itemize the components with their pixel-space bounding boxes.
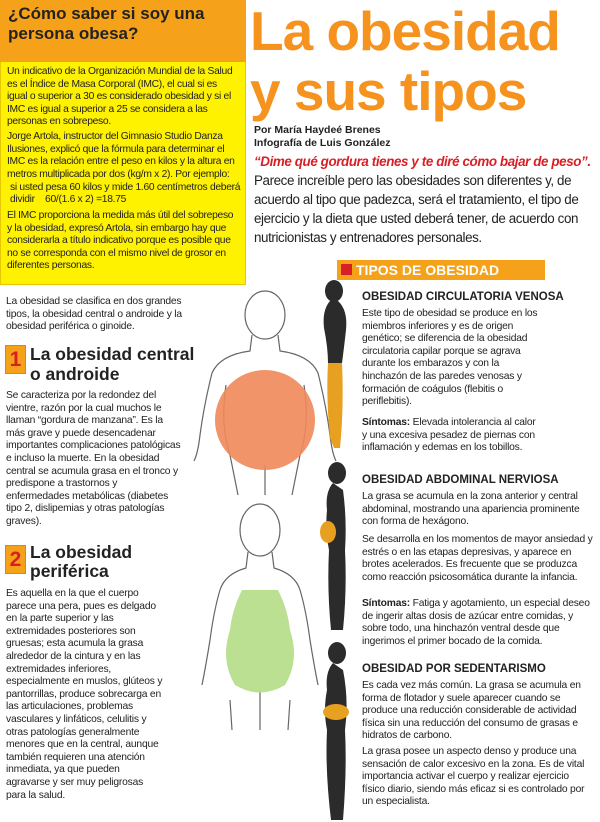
sidebar-example-1: si usted pesa 60 kilos y mide 1.60 centímetros deberá: [10, 182, 241, 193]
main-title-line-2: y sus tipos: [250, 60, 527, 122]
tipos-header-square: [341, 264, 352, 275]
main-title-line-1: La obesidad: [250, 0, 560, 62]
type-2-text: La grasa se acumula en la zona anterior y central abdominal, mostrando una apariencia prominente con forma de hexágono.: [362, 491, 580, 528]
sidebar-title: ¿Cómo saber si soy una persona obesa?: [8, 4, 205, 43]
type-2-symptoms: [362, 598, 594, 648]
section-1-title-line-2: o androide: [30, 364, 120, 384]
section-2-title-line-1: La obesidad: [30, 542, 133, 562]
lead-quote: “Dime qué gordura tienes y te diré cómo bajar de peso”.: [254, 154, 591, 169]
section-2-title-line-2: periférica: [30, 561, 109, 581]
abdominal-fat-highlight: [320, 521, 336, 543]
sidebar-paragraph-1: Un indicativo de la Organización Mundial de la Salud es el Índice de Masa Corporal (IMC), el cual si es igual o superior a 30 es considerado obesidad y si el IMC es igual a superior a 25 se considera a las personas en sobrepeso.: [7, 66, 233, 128]
sidebar-paragraph-3: El IMC proporciona la medida más útil del sobrepeso y la obesidad, expresó Artola, sin embargo hay que considerarla a título indicativo porque es posible que no se corresponda con el mismo nivel de grosor en diferentes personas.: [7, 210, 234, 272]
lead-text: Parece increíble pero las obesidades son diferentes y, de acuerdo al tipo que padezca, será el tratamiento, el tipo de ejercicio y la dieta que usted deberá tener, de acuerdo con nutricionistas y entrenadores personales.: [254, 173, 579, 245]
type-1-symptoms-text: Elevada intolerancia al calor y una excesiva pesadez de piernas con inflamación y edemas en los tobillos.: [362, 417, 536, 454]
sedentary-fat-highlight: [323, 704, 349, 720]
section-1-title-line-1: La obesidad central: [30, 344, 195, 364]
venous-legs-highlight: [327, 363, 342, 448]
byline-author: Por María Haydeé Brenes: [254, 124, 381, 136]
sidebar-example-2: dividir 60/(1.6 x 2) =18.75: [10, 194, 127, 205]
intro-text: La obesidad se clasifica en dos grandes tipos, la obesidad central o androide y la obesidad periférica o ginoide.: [6, 296, 182, 333]
apple-fat-area: [215, 370, 315, 470]
type-2-symptoms-label: Síntomas:: [362, 598, 410, 609]
sidebar-paragraph-2: Jorge Artola, instructor del Gimnasio Studio Danza Ilusiones, explicó que la fórmula para determinar el IMC es la relación entre el peso en kilos y la altura en metros multiplicada por dos (kg/m x 2). Por ejemplo:: [7, 131, 235, 180]
tipos-header-text: TIPOS DE OBESIDAD: [356, 262, 500, 278]
venous-silhouette: [312, 278, 358, 453]
abdominal-silhouette: [315, 460, 361, 635]
type-2-text-2: Se desarrolla en los momentos de mayor ansiedad y estrés o en las etapas depresivas, y aparece en brotes acelerados. Es frecuente que se produzca como reacción psicosomática durante la infancia.: [362, 534, 593, 583]
section-1-text: Se caracteriza por la redondez del vientre, razón por la cual muchos le llaman “gordura de manzana”. Es la más grave y puede desencadenar importantes complicaciones patológicas e incluso la muerte. En la obesidad central se acumula grasa en el tronco y predispone a trastornos y enfermedades metabólicas (diabetes tipo 2, dislipemias y otras patologías graves).: [6, 390, 181, 527]
type-3-text: Es cada vez más común. La grasa se acumula en forma de flotador y suele aparecer cuando se produce una reducción considerable de actividad física sin una reducción del consumo de grasas e hidratos de carbono.: [362, 680, 581, 742]
type-1-symptoms: [362, 417, 542, 455]
byline-infographic: Infografía de Luis González: [254, 137, 391, 149]
type-1-title: OBESIDAD CIRCULATORIA VENOSA: [362, 291, 564, 303]
type-1-text: Este tipo de obesidad se produce en los miembros inferiores y es de origen genético; se diferencia de la obesidad circulatoria capilar porque se agrava durante los embarazos y con la hinchazón de las paredes venosas y formación de coágulos (flebitis o periflebitis).: [362, 308, 538, 408]
section-2-text: Es aquella en la que el cuerpo parece una pera, pues es delgado en la parte superior y las extremidades posteriores son gruesas; esta acumula la grasa alrededor de la cintura y en las extremidades inferiores, especialmente en muslos, glúteos y pantorrillas, produce sobrecarga en las articulaciones, problemas vasculares y linfáticos, celulitis y otras patologías generalmente menores que en la central, aunque también requieren una atención inmediata, ya que pueden agravarse y ser muy peligrosas para la salud.: [6, 588, 163, 801]
type-3-title: OBESIDAD POR SEDENTARISMO: [362, 663, 546, 675]
type-2-symptoms-text: Fatiga y agotamiento, un especial deseo de ingerir altas dosis de azúcar entre comidas, y sobre todo, una hinchazón ventral desde que ingerimos el primer bocado de la comida.: [362, 598, 590, 647]
sedentary-silhouette: [315, 640, 361, 822]
type-1-symptoms-label: Síntomas:: [362, 417, 410, 428]
lead-paragraph: [254, 152, 594, 247]
section-1-number: 1: [5, 345, 26, 374]
pear-fat-area: [226, 590, 294, 693]
type-3-text-2: La grasa posee un aspecto denso y produce una sensación de calor excesivo en la zona. Es de vital importancia activar el cuerpo y realizar ejercicio físico diario, siendo más eficaz si es controlado por un especialista.: [362, 746, 585, 808]
type-2-title: OBESIDAD ABDOMINAL NERVIOSA: [362, 474, 559, 486]
section-2-number: 2: [5, 545, 26, 574]
byline: [254, 124, 391, 150]
